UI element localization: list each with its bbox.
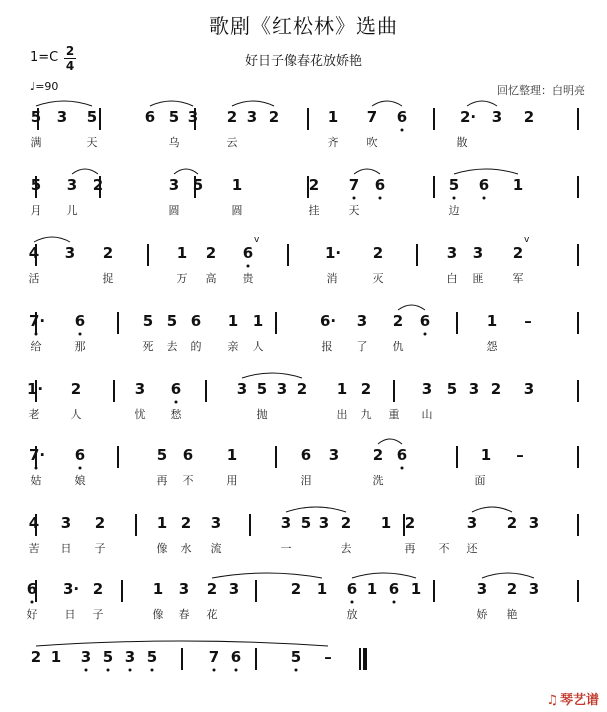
lyric: 山 <box>421 408 433 421</box>
note: 6 <box>74 312 86 330</box>
lyric: 子 <box>94 542 106 555</box>
note: 3 <box>187 108 199 126</box>
logo-icon: ♫ <box>546 693 558 708</box>
lower-octave-dot <box>353 197 356 200</box>
note: 7 <box>208 648 220 666</box>
lyric: 子 <box>92 608 104 621</box>
note: 6 <box>190 312 202 330</box>
note: 5 <box>166 312 178 330</box>
lyric: 齐 <box>327 136 339 149</box>
note: 1 <box>336 380 348 398</box>
note: 6 <box>346 580 358 598</box>
lyric: 愁 <box>170 408 182 421</box>
note: 6 <box>419 312 431 330</box>
note: 7 <box>348 176 360 194</box>
lower-octave-dot <box>235 669 238 672</box>
lyric: 吹 <box>366 136 378 149</box>
note: 1 <box>226 446 238 464</box>
note: 6 <box>242 244 254 262</box>
note: 3 <box>528 514 540 532</box>
lyric: 日 <box>64 608 76 621</box>
lyric: 天 <box>348 204 360 217</box>
note: 6 <box>74 446 86 464</box>
slur <box>36 101 92 106</box>
note: 6 <box>170 380 182 398</box>
lower-octave-dot <box>424 333 427 336</box>
lyric: 九 <box>360 408 372 421</box>
note: 3 <box>528 580 540 598</box>
lyric: 给 <box>30 340 42 353</box>
lyric: 圆 <box>231 204 243 217</box>
note: 3 <box>421 380 433 398</box>
lyric: 消 <box>326 272 338 285</box>
lower-octave-dot <box>35 467 38 470</box>
note: 3 <box>66 176 78 194</box>
note: 2 <box>506 580 518 598</box>
note: 6· <box>320 312 337 330</box>
note: 1 <box>50 648 62 666</box>
lyric: 流 <box>210 542 222 555</box>
note: 1· <box>27 380 44 398</box>
note: 5 <box>300 514 312 532</box>
lyric: 散 <box>456 136 468 149</box>
lower-octave-dot <box>247 265 250 268</box>
lyric: 仇 <box>392 340 404 353</box>
slur <box>150 101 193 106</box>
lyric: 面 <box>474 474 486 487</box>
slur <box>174 169 198 174</box>
note: 2 <box>360 380 372 398</box>
lyric: 泪 <box>300 474 312 487</box>
lyric: 万 <box>176 272 188 285</box>
note: 6 <box>374 176 386 194</box>
slur <box>36 641 328 646</box>
note: 1 <box>227 312 239 330</box>
time-signature-bottom: 4 <box>65 59 75 73</box>
note: 3 <box>168 176 180 194</box>
lyric: 人 <box>70 408 82 421</box>
slur <box>354 169 380 174</box>
note: 1 <box>410 580 422 598</box>
note: 1 <box>156 514 168 532</box>
lyric: 白 <box>446 272 458 285</box>
lyric: 挂 <box>308 204 320 217</box>
lyric: 重 <box>388 408 400 421</box>
note: 6 <box>144 108 156 126</box>
note: 6 <box>182 446 194 464</box>
lyric: 儿 <box>66 204 78 217</box>
note: 5 <box>168 108 180 126</box>
slur <box>454 169 518 174</box>
slur <box>352 573 416 578</box>
lower-octave-dot <box>175 401 178 404</box>
note: 7· <box>29 312 46 330</box>
note: 1 <box>152 580 164 598</box>
note: 5 <box>192 176 204 194</box>
lyric: 用 <box>226 474 238 487</box>
lyric: 捉 <box>102 272 114 285</box>
lyric: 月 <box>30 204 42 217</box>
note: 6 <box>230 648 242 666</box>
slur <box>72 169 98 174</box>
note: 5 <box>86 108 98 126</box>
slur <box>482 573 534 578</box>
lyric: 放 <box>346 608 358 621</box>
lyric: 报 <box>321 340 333 353</box>
lower-octave-dot <box>129 669 132 672</box>
lower-octave-dot <box>151 669 154 672</box>
time-signature-top: 2 <box>65 44 75 58</box>
slur <box>286 507 346 512</box>
note: 3 <box>356 312 368 330</box>
note: 2 <box>102 244 114 262</box>
lyric: 姑 <box>30 474 42 487</box>
slur <box>212 573 322 578</box>
lower-octave-dot <box>31 601 34 604</box>
note: 2 <box>70 380 82 398</box>
lower-octave-dot <box>401 467 404 470</box>
lower-octave-dot <box>401 129 404 132</box>
note: 1 <box>231 176 243 194</box>
lyric: 娇 <box>476 608 488 621</box>
quarter-note-icon: ♩ <box>30 80 36 93</box>
note: 5 <box>256 380 268 398</box>
note: 3 <box>246 108 258 126</box>
note: 5 <box>146 648 158 666</box>
note: 5 <box>142 312 154 330</box>
note: 1 <box>252 312 264 330</box>
slur <box>232 101 274 106</box>
lower-octave-dot <box>295 669 298 672</box>
note: 2 <box>372 244 384 262</box>
lower-octave-dot <box>453 197 456 200</box>
note: 3 <box>468 380 480 398</box>
lyric: 一 <box>280 542 292 555</box>
lower-octave-dot <box>483 197 486 200</box>
note: 6 <box>26 580 38 598</box>
lower-octave-dot <box>79 333 82 336</box>
lyric: 的 <box>190 340 202 353</box>
lower-octave-dot <box>79 467 82 470</box>
lyric: 圆 <box>168 204 180 217</box>
note: 3· <box>63 580 80 598</box>
note: 2 <box>92 176 104 194</box>
note: 1 <box>327 108 339 126</box>
note: 2 <box>290 580 302 598</box>
lyric: 边 <box>448 204 460 217</box>
lyric: 天 <box>86 136 98 149</box>
lyric: 怨 <box>486 340 498 353</box>
tempo-value: =90 <box>35 80 59 93</box>
lyric: 水 <box>180 542 192 555</box>
lyric: 那 <box>74 340 86 353</box>
lyric: 日 <box>60 542 72 555</box>
note: 5 <box>30 108 42 126</box>
lyric: 洗 <box>372 474 384 487</box>
lyric: 死 <box>142 340 154 353</box>
lyric: 了 <box>356 340 368 353</box>
lyric: 花 <box>206 608 218 621</box>
lyric: 老 <box>28 408 40 421</box>
note: 6 <box>396 108 408 126</box>
note: 6 <box>300 446 312 464</box>
lower-octave-dot <box>35 333 38 336</box>
note: 2 <box>523 108 535 126</box>
lyric: 亲 <box>227 340 239 353</box>
note: 2 <box>268 108 280 126</box>
key-signature: 1=C <box>30 50 59 65</box>
note: 7 <box>366 108 378 126</box>
lower-octave-dot <box>85 669 88 672</box>
note: 2· <box>460 108 477 126</box>
note: 2 <box>30 648 42 666</box>
watermark <box>546 689 599 708</box>
note: 3 <box>472 244 484 262</box>
note: 5 <box>446 380 458 398</box>
note: 3 <box>466 514 478 532</box>
lyric: 匪 <box>472 272 484 285</box>
arranger-credit: 回忆整理：白明亮 <box>497 84 585 97</box>
note: 3 <box>280 514 292 532</box>
note: 3 <box>236 380 248 398</box>
lyric: 还 <box>466 542 478 555</box>
note: 2 <box>404 514 416 532</box>
note: 4 <box>28 244 40 262</box>
note: 2 <box>506 514 518 532</box>
note: 3 <box>210 514 222 532</box>
note: 5 <box>30 176 42 194</box>
lower-octave-dot <box>351 601 354 604</box>
slur <box>372 101 402 106</box>
note: 2 <box>512 244 524 262</box>
lyric: 像 <box>156 542 168 555</box>
note: 3 <box>124 648 136 666</box>
lyric: 春 <box>178 608 190 621</box>
note: 2 <box>94 514 106 532</box>
lyric: 像 <box>152 608 164 621</box>
lyric: 不 <box>438 542 450 555</box>
lyric: 军 <box>512 272 524 285</box>
note: 1 <box>366 580 378 598</box>
note: 3 <box>80 648 92 666</box>
note: 3 <box>178 580 190 598</box>
lower-octave-dot <box>107 669 110 672</box>
note: 5 <box>290 648 302 666</box>
lyric: 忧 <box>134 408 146 421</box>
note: 7· <box>29 446 46 464</box>
note: 3 <box>56 108 68 126</box>
note: 2 <box>340 514 352 532</box>
lyric: 再 <box>404 542 416 555</box>
lower-octave-dot <box>393 601 396 604</box>
page-title: 歌剧《红松林》选曲 <box>209 14 398 38</box>
note: 1 <box>512 176 524 194</box>
lyric: 灭 <box>372 272 384 285</box>
note: 1 <box>486 312 498 330</box>
note: 5 <box>102 648 114 666</box>
lyric: 好 <box>26 608 38 621</box>
lyric: 苦 <box>28 542 40 555</box>
note: 2 <box>308 176 320 194</box>
note: 2 <box>226 108 238 126</box>
note: 2 <box>392 312 404 330</box>
watermark-text: 琴艺谱 <box>559 693 599 708</box>
note: – <box>524 312 532 330</box>
note: – <box>324 648 332 666</box>
note: 5 <box>156 446 168 464</box>
note: 1 <box>316 580 328 598</box>
note: 3 <box>318 514 330 532</box>
lyric: 不 <box>182 474 194 487</box>
note: – <box>516 446 524 464</box>
note: 4 <box>28 514 40 532</box>
note: 2 <box>372 446 384 464</box>
slur <box>34 237 70 242</box>
lyric: 抛 <box>256 408 268 421</box>
note: 2 <box>92 580 104 598</box>
lyric: 出 <box>336 408 348 421</box>
note: 2 <box>490 380 502 398</box>
note: 6 <box>388 580 400 598</box>
note: 3 <box>476 580 488 598</box>
lyric: 活 <box>28 272 40 285</box>
lyric: 云 <box>226 136 238 149</box>
slur <box>472 507 512 512</box>
note: 2 <box>296 380 308 398</box>
note: 2 <box>205 244 217 262</box>
note: 3 <box>276 380 288 398</box>
lyric: 娘 <box>74 474 86 487</box>
lyric: 满 <box>30 136 42 149</box>
lyric: 乌 <box>168 136 180 149</box>
lower-octave-dot <box>379 197 382 200</box>
slur <box>378 439 402 444</box>
note: 3 <box>328 446 340 464</box>
note: 2 <box>206 580 218 598</box>
note: 1 <box>176 244 188 262</box>
note: 6 <box>396 446 408 464</box>
lyric: 高 <box>205 272 217 285</box>
note: 3 <box>446 244 458 262</box>
slur <box>242 373 302 378</box>
note: 2 <box>180 514 192 532</box>
note: 3 <box>491 108 503 126</box>
note: 6 <box>478 176 490 194</box>
lyric: 贵 <box>242 272 254 285</box>
note: 1 <box>480 446 492 464</box>
slur <box>467 101 497 106</box>
note: 5 <box>448 176 460 194</box>
page-subtitle: 好日子像春花放娇艳 <box>244 54 362 69</box>
note: 3 <box>64 244 76 262</box>
lyric: 去 <box>340 542 352 555</box>
breath-mark: v <box>254 235 260 245</box>
note: 1 <box>380 514 392 532</box>
slur <box>398 305 425 310</box>
lyric: 再 <box>156 474 168 487</box>
lyric: 去 <box>166 340 178 353</box>
lower-octave-dot <box>213 669 216 672</box>
lyric: 艳 <box>506 608 518 621</box>
breath-mark: v <box>524 235 530 245</box>
note: 3 <box>228 580 240 598</box>
note: 3 <box>60 514 72 532</box>
lyric: 人 <box>252 340 264 353</box>
note: 1· <box>325 244 342 262</box>
note: 3 <box>134 380 146 398</box>
note: 3 <box>523 380 535 398</box>
